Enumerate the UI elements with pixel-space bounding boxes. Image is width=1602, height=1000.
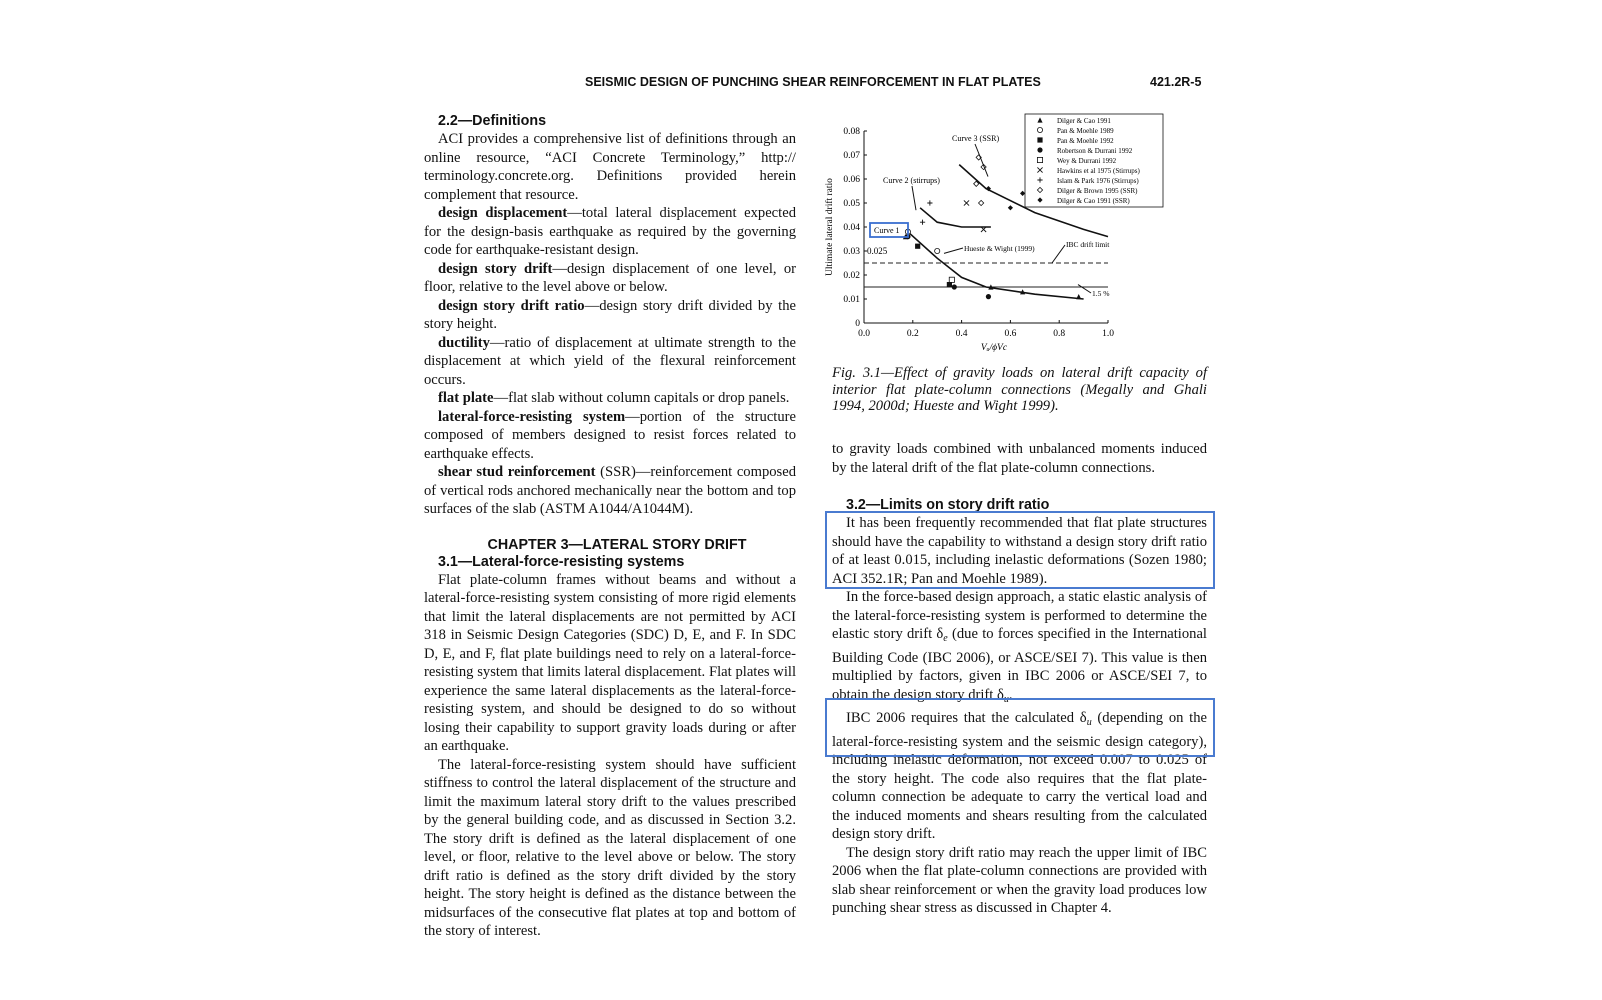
paragraph-upper-limit: The design story drift ratio may reach the upper limit of IBC 2006 when the flat plate-column connections are provided with slab shear reinforcement or when the gravity load produces low punching shear stress as discussed in Chapter 4. bbox=[832, 844, 1207, 916]
paragraph-recommended-drift: It has been frequently recommended that flat plate structures should have the capability to withstand a design story drift ratio of at least 0.015, including inelastic deformations (Sozen 1980; ACI 352.1R; Pan and Moehle 1989). bbox=[832, 515, 1207, 587]
definition-text: —design displacement of one level, or floor, relative to the level above or below. bbox=[424, 260, 796, 295]
y-tick-label: 0.08 bbox=[843, 127, 860, 137]
annotation-ibc-drift-limit: IBC drift limit bbox=[1066, 240, 1110, 249]
marker-square-filled bbox=[1037, 137, 1042, 142]
curve-line bbox=[920, 208, 991, 227]
force-text-b: (due to forces specified in the International Building Code (IBC 2006), or ASCE/SEI 7). This value is then multiplied by factors, given in IBC 2006 or ASCE/SEI 7, to obtain the design story drift δ bbox=[832, 626, 1207, 703]
marker-triangle bbox=[1076, 294, 1081, 299]
legend-entry-label: Dilger & Brown 1995 (SSR) bbox=[1057, 187, 1138, 195]
subscript-e: e bbox=[943, 633, 948, 644]
annotation-1-5-percent: 1.5 % bbox=[1092, 289, 1110, 298]
left-column bbox=[424, 113, 796, 941]
subscript-u: u bbox=[1086, 717, 1092, 728]
definition-item bbox=[424, 389, 796, 408]
subscript-u: u bbox=[1003, 693, 1009, 705]
y-tick-label: 0.03 bbox=[843, 247, 860, 257]
force-text-a: In the force-based design approach, a static elastic analysis of the lateral-force-resisting system is performed to determine the elastic story drift δ bbox=[832, 589, 1207, 642]
annotation-hueste-wight: Hueste & Wight (1999) bbox=[964, 244, 1035, 253]
marker-plus bbox=[927, 200, 932, 205]
legend-entry-label: Islam & Park 1976 (Stirrups) bbox=[1057, 177, 1139, 185]
y-axis-title: Ultimate lateral drift ratio bbox=[825, 178, 835, 276]
y-tick-label: 0.05 bbox=[843, 199, 860, 209]
marker-square-filled bbox=[915, 244, 920, 249]
y-tick-label: 0.06 bbox=[843, 175, 860, 185]
definition-text: —total lateral displacement expected for the design-basis earthquake as required by the governing code for earthquake-resistant design. bbox=[424, 205, 796, 258]
marker-circle-filled bbox=[1037, 147, 1042, 152]
annotation-curve-2: Curve 2 (stirrups) bbox=[883, 176, 940, 185]
marker-circle-open bbox=[1037, 127, 1042, 132]
definition-term: design story drift ratio bbox=[438, 297, 585, 314]
annotation-curve-1: Curve 1 bbox=[874, 226, 900, 235]
x-axis-title: Vᵤ/ϕVc bbox=[980, 343, 1008, 353]
page-number: 421.2R-5 bbox=[1150, 75, 1202, 89]
arrow-1-5 bbox=[1078, 285, 1091, 293]
chapter-heading: CHAPTER 3—LATERAL STORY DRIFT bbox=[487, 536, 747, 553]
definition-item bbox=[424, 297, 796, 334]
marker-square-open bbox=[949, 277, 954, 282]
definition-term: lateral-force-resisting system bbox=[438, 408, 626, 425]
marker-diamond-filled bbox=[1008, 205, 1013, 210]
right-column bbox=[832, 440, 1207, 918]
definition-item bbox=[424, 408, 796, 464]
figure-caption: Fig. 3.1—Effect of gravity loads on lateral drift capacity of interior flat plate-column connections (Megally and Ghali 1994, 2000d; Hueste and Wight 1999). bbox=[832, 365, 1207, 414]
legend-entry-label: Hawkins et al 1975 (Stirrups) bbox=[1057, 167, 1140, 175]
chart-legend bbox=[1025, 114, 1163, 207]
definition-term: design story drift bbox=[438, 260, 553, 277]
y-tick-label: 0 bbox=[855, 319, 860, 329]
definition-item bbox=[424, 204, 796, 260]
x-tick-label: 0.6 bbox=[1004, 329, 1017, 339]
x-tick-label: 1.0 bbox=[1102, 329, 1114, 339]
annotation-curve-3: Curve 3 (SSR) bbox=[952, 134, 1000, 143]
definition-text: (SSR)—reinforcement composed of vertical rods anchored mechanically near the bottom and top surfaces of the slab (ASTM A1044/A1044M). bbox=[424, 464, 796, 517]
section-heading-3-2: 3.2—Limits on story drift ratio bbox=[846, 497, 1050, 513]
definition-item bbox=[424, 463, 796, 519]
ibc-text-b: (depending on the lateral-force-resisting system and the seismic design category), including inelastic deformation, not exceed 0.007 to 0.025 of the story height. The code also requires that the flat plate-column connection be adequate to carry the vertical load and the induced moments and shears resulting from the calculated design story drift. bbox=[832, 710, 1207, 842]
y-tick-label: 0.04 bbox=[843, 223, 860, 233]
legend-entry-label: Pan & Moehle 1989 bbox=[1057, 127, 1114, 135]
paragraph-continuation: to gravity loads combined with unbalanced moments induced by the lateral drift of the flat plate-column connections. bbox=[832, 441, 1207, 476]
marker-diamond-filled bbox=[1020, 191, 1025, 196]
marker-diamond-open bbox=[979, 200, 984, 205]
marker-circle-open bbox=[935, 248, 940, 253]
y-tick-label: 0.01 bbox=[843, 295, 860, 305]
x-tick-label: 0.4 bbox=[955, 329, 968, 339]
annotation-0025: 0.025 bbox=[867, 246, 888, 256]
paragraph-force-based bbox=[832, 588, 1207, 709]
arrow-curve-2 bbox=[912, 186, 916, 210]
definition-term: ductility bbox=[438, 334, 490, 351]
definition-text: —ratio of displacement at ultimate strength to the displacement at which yield of the flexural reinforcement occurs. bbox=[424, 334, 796, 388]
definition-term: design displacement bbox=[438, 205, 568, 221]
section-heading-2-2: 2.2—Definitions bbox=[438, 113, 547, 129]
definition-text: —design story drift divided by the story height. bbox=[424, 297, 796, 332]
definition-text: —flat slab without column capitals or drop panels. bbox=[493, 390, 790, 406]
running-header-title: SEISMIC DESIGN OF PUNCHING SHEAR REINFORCEMENT IN FLAT PLATES bbox=[585, 75, 1041, 89]
legend-entry-label: Pan & Moehle 1992 bbox=[1057, 137, 1114, 145]
definition-text: —portion of the structure composed of members designed to resist forces related to earthquake effects. bbox=[424, 408, 796, 462]
force-text-c: . bbox=[1008, 686, 1013, 703]
arrow-curve-3 bbox=[975, 144, 988, 177]
curve-line bbox=[908, 232, 1084, 299]
legend-entry-label: Robertson & Durrani 1992 bbox=[1057, 147, 1133, 155]
definition-term: flat plate bbox=[438, 390, 494, 406]
x-tick-label: 0.0 bbox=[858, 329, 870, 339]
definition-term: shear stud reinforcement bbox=[438, 464, 596, 480]
paragraph-lfrs-stiffness: The lateral-force-resisting system should have sufficient stiffness to control the lateral displacement of the structure and limit the maximum lateral story drift to the values prescribed by the general building code, and as discussed in Section 3.2. The story drift is defined as the lateral displacement of one level, or floor, relative to the level above or below. The story drift ratio is defined as the story drift divided by the story height. The story height is defined as the distance between the midsurfaces of the consecutive flat plates at top and bottom of the story of interest. bbox=[424, 756, 796, 939]
x-tick-label: 0.2 bbox=[906, 329, 919, 339]
figure-3-1-chart bbox=[820, 110, 1215, 358]
legend-entry-label: Wey & Durrani 1992 bbox=[1057, 157, 1117, 165]
section-heading-3-1: 3.1—Lateral-force-resisting systems bbox=[438, 553, 685, 570]
arrow-hueste bbox=[944, 248, 963, 253]
marker-plus bbox=[920, 220, 925, 225]
paragraph-ibc-requirement bbox=[832, 709, 1207, 844]
y-tick-label: 0.02 bbox=[843, 271, 860, 281]
legend-entry-label: Dilger & Cao 1991 (SSR) bbox=[1057, 197, 1130, 205]
marker-x bbox=[964, 200, 969, 205]
y-tick-label: 0.07 bbox=[843, 151, 860, 161]
marker-circle-filled bbox=[952, 284, 957, 289]
paragraph-flat-plate-frames: Flat plate-column frames without beams and without a lateral-force-resisting system consisting of more rigid elements that limit the lateral displacements are not permitted by ACI 318 in Seismic Design Categories (SDC) D, E, and F. In SDC D, E, and F, flat plate buildings need to rely on a lateral-force-resisting system that limits lateral displacement. Flat plates will experience the same lateral displacements as the lateral-force-resisting system, and should be designed to do so without losing their capability to support gravity loads during or after an earthquake. bbox=[424, 571, 796, 754]
ibc-text-a: IBC 2006 requires that the calculated δ bbox=[846, 710, 1087, 726]
arrow-ibc bbox=[1052, 245, 1065, 263]
x-tick-label: 0.8 bbox=[1053, 329, 1066, 339]
marker-square-open bbox=[1037, 157, 1042, 162]
definition-item bbox=[424, 260, 796, 297]
definition-item bbox=[424, 334, 796, 390]
legend-entry-label: Dilger & Cao 1991 bbox=[1057, 117, 1111, 125]
marker-circle-filled bbox=[986, 294, 991, 299]
paragraph-aci-definitions: ACI provides a comprehensive list of definitions through an online resource, “ACI Concrete Terminology,” http:// terminology.concrete.org. Definitions provided herein complement that resource. bbox=[424, 131, 796, 203]
